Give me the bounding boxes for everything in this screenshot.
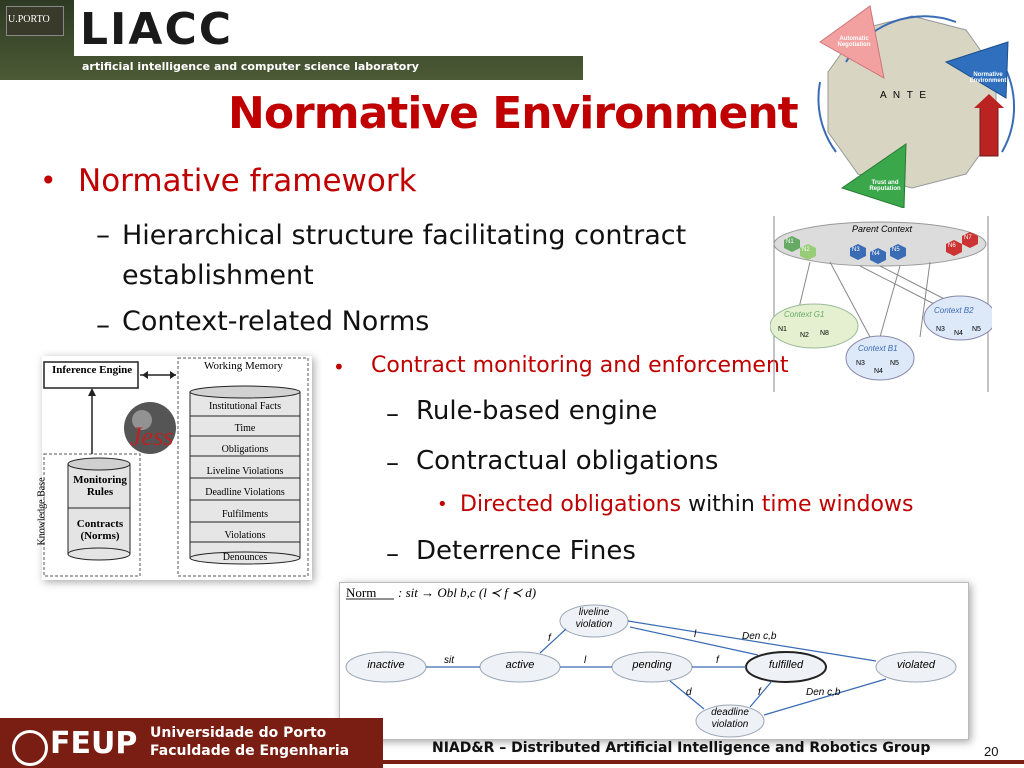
uporto-label: U.PORTO <box>8 14 50 25</box>
univ-line-1: Universidade do Porto <box>150 725 327 741</box>
sub-rule-engine: Rule-based engine <box>416 396 658 426</box>
footer-line <box>383 760 1024 764</box>
node-label: N3 <box>936 326 945 333</box>
within-text: within <box>681 492 762 517</box>
node-label: N8 <box>820 330 829 337</box>
page-number: 20 <box>984 744 999 759</box>
univ-line-2: Faculdade de Engenharia <box>150 743 350 759</box>
state-violated: violated <box>897 659 935 671</box>
sub-deterrence-fines: Deterrence Fines <box>416 536 636 566</box>
dash-icon: – <box>386 448 399 478</box>
working-memory-label: Working Memory <box>204 360 283 372</box>
state-deadline: deadline violation <box>711 707 749 730</box>
norm-formula: : sit → Obl b,c (l ≺ f ≺ d) <box>398 585 537 600</box>
slide-title: Normative Environment <box>228 88 798 139</box>
context-diagram-svg <box>770 212 992 394</box>
state-inactive: inactive <box>367 659 405 671</box>
dash-icon: – <box>386 539 399 569</box>
bullet-dot-icon: • <box>333 355 345 379</box>
feup-logo: FEUP <box>50 726 138 761</box>
normative-label: Normative Environment <box>969 72 1007 84</box>
bullet-contract-monitoring: Contract monitoring and enforcement <box>371 353 789 378</box>
norm-label: Norm <box>346 585 377 600</box>
edge-den: Den c,b <box>742 631 777 642</box>
node-label: N2 <box>802 247 810 253</box>
sub-hierarchical: Hierarchical structure facilitating contract establishment <box>122 220 687 291</box>
edge-l: l <box>584 655 587 666</box>
memory-item: Time <box>234 422 256 434</box>
node-label: N5 <box>892 247 900 253</box>
context-diagram <box>770 212 992 394</box>
inference-engine-label: Inference Engine <box>52 364 133 376</box>
bullet-dot-icon: • <box>437 494 448 515</box>
edge-sit: sit <box>444 655 454 666</box>
ante-center-label: A N T E <box>880 90 929 101</box>
node-label: N2 <box>800 332 809 339</box>
dash-icon: – <box>96 218 110 251</box>
trust-label: Trust and Reputation <box>869 180 901 192</box>
state-liveline: liveline violation <box>575 607 613 630</box>
node-label: N7 <box>964 235 972 241</box>
ante-diagram-svg <box>806 2 1018 208</box>
node-label: N3 <box>852 247 860 253</box>
node-label: N5 <box>890 360 899 367</box>
context-b2-label: Context B2 <box>934 306 974 315</box>
parent-context-label: Parent Context <box>852 224 913 234</box>
engine-diagram <box>36 356 312 580</box>
memory-item: Institutional Facts <box>209 401 281 412</box>
state-fulfilled: fulfilled <box>768 659 804 671</box>
node-label: N5 <box>972 326 981 333</box>
memory-item: Violations <box>224 530 266 541</box>
contracts-norms-label: Contracts (Norms) <box>76 518 124 542</box>
memory-item: Obligations <box>221 444 269 455</box>
directed-obligations-text: Directed obligations <box>460 492 682 517</box>
bullet-directed-obligations <box>460 492 913 517</box>
edge-f: f <box>548 633 551 644</box>
negotiation-label: Automatic Negotiation <box>837 36 871 48</box>
bullet-dot-icon: • <box>40 164 57 197</box>
memory-item: Denounces <box>222 551 268 563</box>
memory-item: Fulfilments <box>221 508 269 520</box>
monitoring-rules-label: Monitoring Rules <box>73 474 127 498</box>
ante-diagram <box>806 2 1018 208</box>
liacc-logo: LIACC <box>80 4 234 55</box>
node-label: N4 <box>872 251 880 257</box>
context-g1-label: Context G1 <box>784 310 825 319</box>
edge-f: f <box>716 655 719 666</box>
memory-item: Liveline Violations <box>206 465 284 477</box>
university-name <box>150 724 349 760</box>
jess-logo: Jess <box>130 422 174 451</box>
edge-d: d <box>686 687 692 698</box>
memory-item: Deadline Violations <box>205 487 285 498</box>
node-label: N1 <box>778 326 787 333</box>
node-label: N3 <box>856 360 865 367</box>
dash-icon: – <box>96 308 110 341</box>
edge-den: Den c,b <box>806 687 841 698</box>
edge-l: l <box>694 629 697 640</box>
feup-emblem-icon <box>12 730 48 766</box>
memory-items <box>190 396 300 568</box>
sub-contractual-obligations: Contractual obligations <box>416 446 719 476</box>
lab-subtitle: artificial intelligence and computer science laboratory <box>82 60 419 73</box>
sub-context-norms: Context-related Norms <box>122 306 430 337</box>
node-label: N1 <box>786 239 794 245</box>
bullet-normative-framework: Normative framework <box>78 163 417 199</box>
knowledge-base-label: Knowledge Base <box>36 477 48 546</box>
state-pending: pending <box>632 659 672 671</box>
time-windows-text: time windows <box>761 492 914 517</box>
norm-diagram <box>339 582 969 740</box>
dash-icon: – <box>386 399 399 429</box>
node-label: N6 <box>948 243 956 249</box>
node-label: N4 <box>874 368 883 375</box>
research-group: NIAD&R – Distributed Artificial Intelligence and Robotics Group <box>432 740 931 756</box>
edge-f: f <box>758 687 761 698</box>
context-b1-label: Context B1 <box>858 344 898 353</box>
state-active: active <box>505 659 535 671</box>
node-label: N4 <box>954 330 963 337</box>
